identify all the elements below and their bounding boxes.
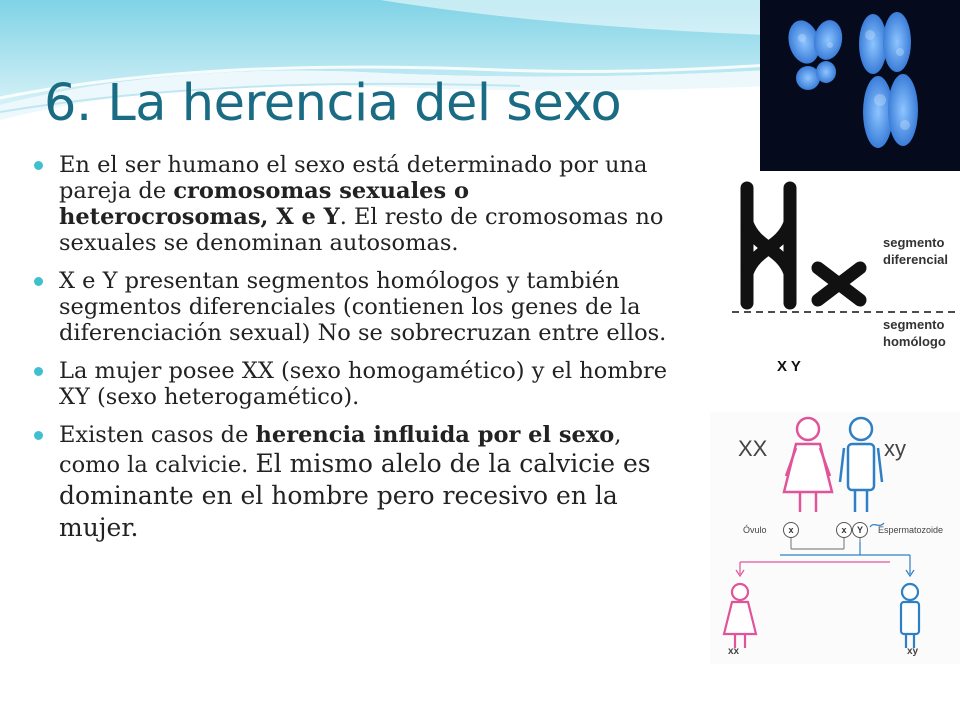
bullet-text: , como la calvicie. <box>59 422 622 478</box>
sperm-x-circle: x <box>836 522 852 538</box>
bullet-text: X e Y presentan segmentos homólogos y también segmentos diferenciales (contienen los genes de la diferenciación sexual) No se sobrecruzan entre ellos. <box>59 268 667 346</box>
male-xy-label: xy <box>884 436 906 461</box>
chromosome-micrograph-image <box>760 0 960 171</box>
bullet-dot-icon <box>34 367 43 376</box>
xy-caption: X Y <box>777 358 801 375</box>
segment-homologous-label: segmento homólogo <box>883 317 946 349</box>
bullet-item <box>34 268 684 346</box>
daughter-xx-label: xx <box>728 646 740 657</box>
chromosome-photo <box>760 0 960 171</box>
bullet-item <box>34 422 684 544</box>
sperm-label: Espermatozoide <box>878 525 944 535</box>
son-xy-label: xy <box>907 646 919 657</box>
bullet-text: La mujer posee XX (sexo homogamético) y el hombre XY (sexo heterogamético). <box>59 358 668 410</box>
sex-inheritance-diagram <box>710 412 960 664</box>
female-xx-label: XX <box>738 436 768 461</box>
bullet-dot-icon <box>34 161 43 170</box>
segment-differential-label: segmento diferencial <box>883 235 949 267</box>
sperm-y-circle: Y <box>852 522 868 538</box>
bullet-text: . El resto de cromosomas no sexuales se denominan autosomas. <box>59 204 664 256</box>
slide-title: 6. La herencia del sexo <box>44 74 622 133</box>
bullet-bold-text: cromosomas sexuales o heterocrosomas, X e Y <box>59 178 469 230</box>
ovule-x-circle: x <box>783 522 799 538</box>
bullet-bold-text: herencia influida por el sexo <box>255 422 615 448</box>
bullet-item <box>34 358 684 410</box>
xy-chromosome-shapes <box>732 178 960 383</box>
bullet-text: Existen casos de <box>59 422 256 448</box>
bullet-emphasis-text: El mismo alelo de la calvicie es dominante en el hombre pero recesivo en la mujer. <box>59 449 651 542</box>
ovule-label: Óvulo <box>743 525 767 535</box>
bullet-text: En el ser humano el sexo está determinado por una pareja de <box>59 152 648 204</box>
bullet-dot-icon <box>34 431 43 440</box>
xy-chromosome-diagram <box>732 178 960 383</box>
bullet-item <box>34 152 684 256</box>
bullet-dot-icon <box>34 277 43 286</box>
bullet-list <box>34 152 684 556</box>
